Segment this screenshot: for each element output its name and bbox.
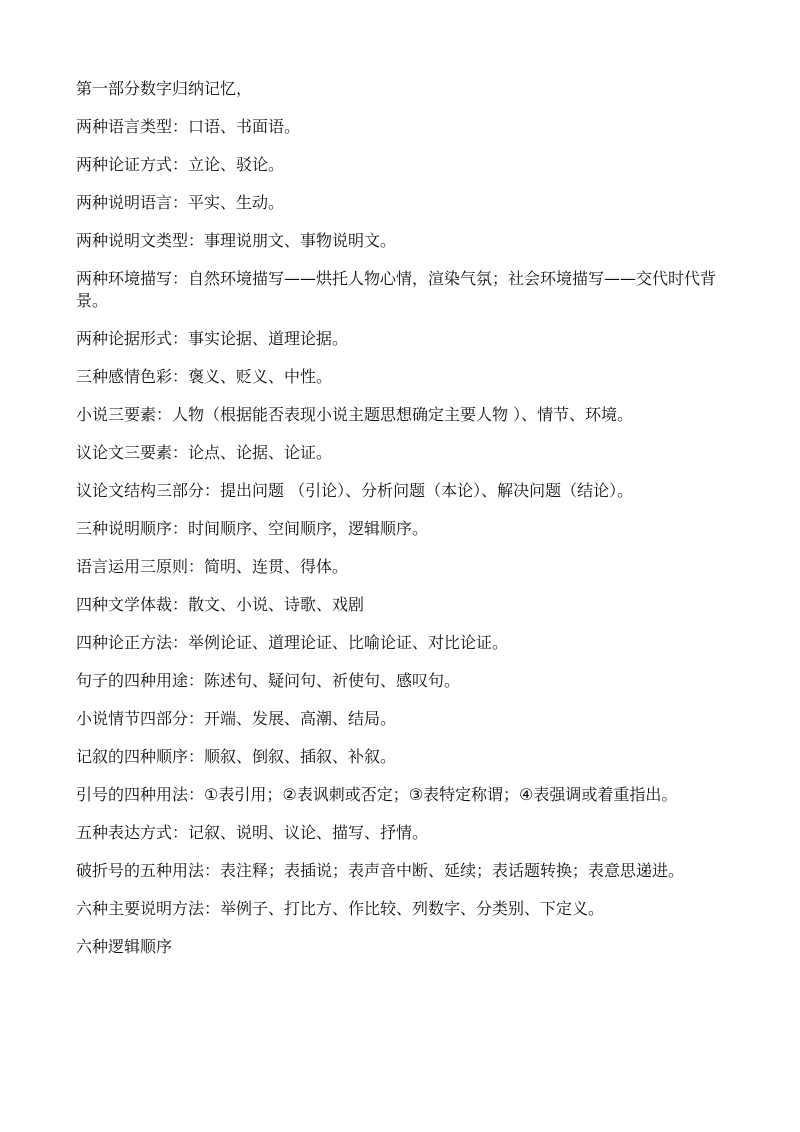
list-item-expository-types: 两种说明文类型：事理说朋文、事物说明文。 bbox=[76, 231, 397, 250]
list-item-language-principles: 语言运用三原则：简明、连贯、得体。 bbox=[76, 557, 349, 576]
list-item-evidence-forms: 两种论据形式：事实论据、道理论据。 bbox=[76, 329, 349, 348]
list-item-plot-parts: 小说情节四部分：开端、发展、高潮、结局。 bbox=[76, 709, 397, 728]
list-item-sentence-uses: 句子的四种用途：陈述句、疑问句、祈使句、感叹句。 bbox=[76, 671, 461, 690]
list-item-quotation-uses: 引号的四种用法：①表引用；②表讽刺或否定；③表特定称谓；④表强调或着重指出。 bbox=[76, 785, 678, 804]
list-item-argument-techniques: 四种论正方法：举例论证、道理论证、比喻论证、对比论证。 bbox=[76, 633, 509, 652]
list-item-language-types: 两种语言类型：口语、书面语。 bbox=[76, 117, 301, 136]
document-body bbox=[76, 78, 716, 974]
list-item-environment-description: 两种环境描写：自然环境描写——烘托人物心情，渲染气氛；社会环境描写——交代时代背景。 bbox=[76, 269, 717, 310]
list-item-argument-methods: 两种论证方式：立论、驳论。 bbox=[76, 155, 285, 174]
document-heading: 第一部分数字归纳记忆， bbox=[76, 79, 253, 98]
list-item-explanation-methods: 六种主要说明方法：举例子、打比方、作比较、列数字、分类别、下定义。 bbox=[76, 899, 605, 918]
list-item-explanation-order: 三种说明顺序：时间顺序、空间顺序，逻辑顺序。 bbox=[76, 519, 429, 538]
list-item-argument-structure: 议论文结构三部分：提出问题 （引论）、分析问题（本论）、解决问题（结论）。 bbox=[76, 481, 634, 500]
list-item-literary-genres: 四种文学体裁：散文、小说、诗歌、戏剧 bbox=[76, 595, 365, 614]
list-item-logical-order: 六种逻辑顺序 bbox=[76, 937, 173, 956]
list-item-argument-elements: 议论文三要素：论点、论据、论证。 bbox=[76, 443, 333, 462]
list-item-expression-modes: 五种表达方式：记叙、说明、议论、描写、抒情。 bbox=[76, 823, 429, 842]
list-item-dash-uses: 破折号的五种用法：表注释；表插说；表声音中断、延续；表话题转换；表意思递进。 bbox=[76, 861, 685, 880]
list-item-explanatory-language: 两种说明语言：平实、生动。 bbox=[76, 193, 285, 212]
list-item-emotional-color: 三种感情色彩：褒义、贬义、中性。 bbox=[76, 367, 333, 386]
list-item-novel-elements: 小说三要素：人物（根据能否表现小说主题思想确定主要人物 ）、情节、环境。 bbox=[76, 405, 634, 424]
list-item-narrative-order: 记叙的四种顺序：顺叙、倒叙、插叙、补叙。 bbox=[76, 747, 397, 766]
